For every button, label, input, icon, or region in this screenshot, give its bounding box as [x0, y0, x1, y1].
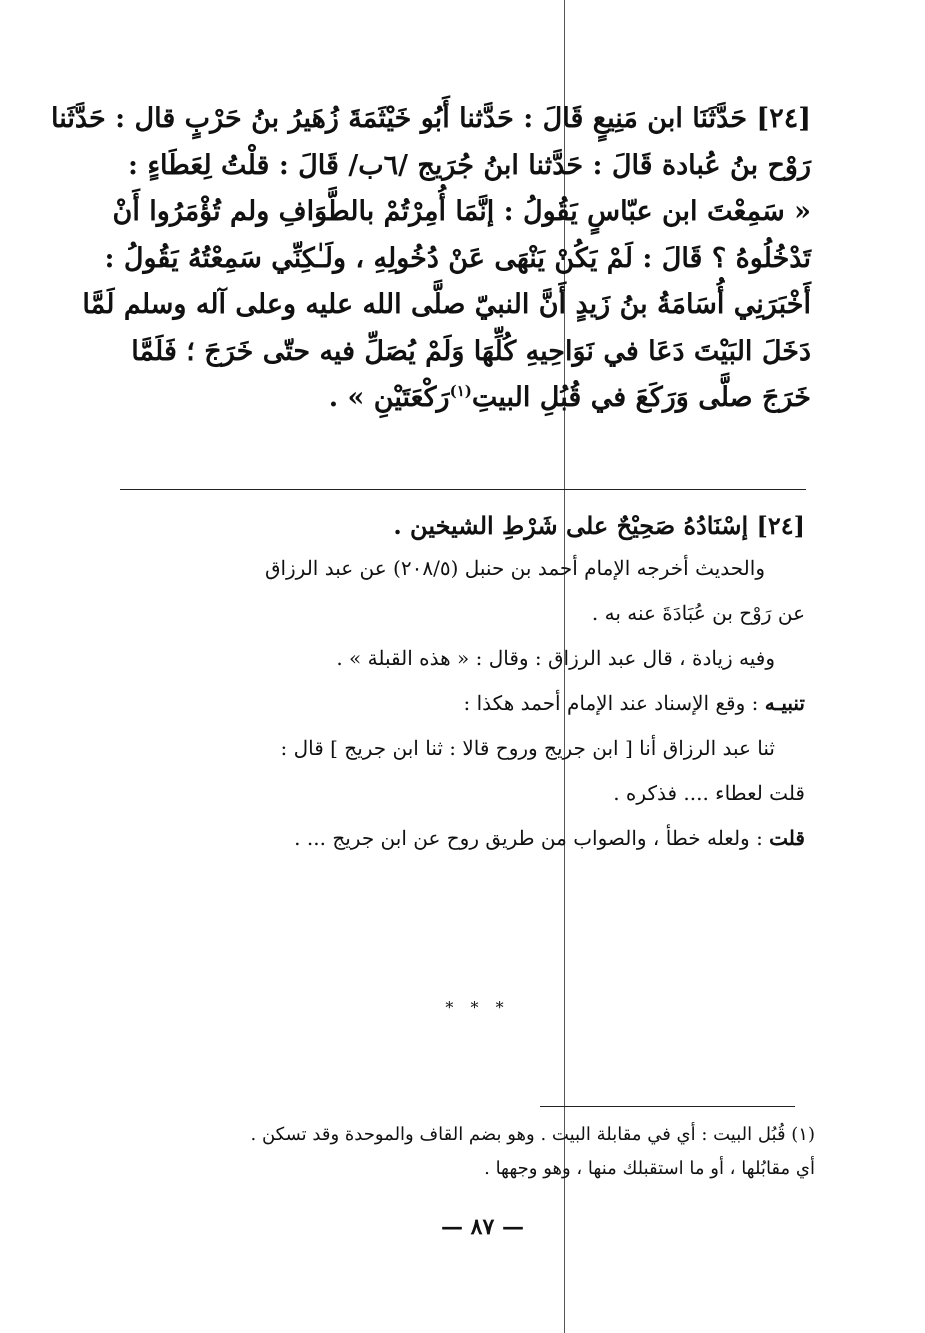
hadith-text	[51, 96, 811, 422]
footnote-divider	[540, 1106, 795, 1107]
commentary-line: عن رَوْح بن عُبَادَةَ عنه به .	[591, 601, 805, 625]
hadith-last-line-start: خَرَجَ صلَّى وَرَكَعَ في قُبُلِ البيتِ	[471, 382, 811, 413]
footnote-line: أي مقابُلها ، أو ما استقبلك منها ، وهو وجهها .	[484, 1158, 815, 1179]
footnote-reference[interactable]: (١)	[449, 382, 472, 400]
section-divider	[120, 489, 806, 490]
commentary-line: قلت لعطاء .... فذكره .	[613, 781, 805, 805]
note-text: : وقع الإسناد عند الإمام أحمد هكذا :	[463, 691, 759, 715]
hadith-line: أَخْبَرَنِي أُسَامَةُ بنُ زَيدٍ أَنَّ النبيّ صلَّى الله عليه وعلى آله وسلم لَمَّا	[82, 289, 811, 320]
hadith-line: « سَمِعْتَ ابن عبّاسٍ يَقُولُ : إنَّمَا أُمِرْتُمْ بالطَّوَافِ ولم تُؤْمَرُوا أَنْ	[112, 196, 811, 227]
page-number: — ٨٧ —	[441, 1214, 524, 1240]
section-separator-stars: * * *	[445, 998, 510, 1017]
commentary-note	[105, 681, 805, 726]
hadith-last-line	[111, 375, 811, 422]
commentary-line: وفيه زيادة ، قال عبد الرزاق : وقال : « هذه القبلة » .	[336, 646, 775, 670]
commentary-qult	[105, 816, 805, 861]
hadith-line: رَوْح بنُ عُبادة قَالَ : حَدَّثنا ابنُ جُرَيج /٦ب/ قَالَ : قلْتُ لِعَطَاءٍ :	[127, 149, 811, 181]
qult-label: قلت	[769, 826, 805, 850]
commentary-number: [٢٤]	[756, 511, 805, 540]
footnote-line: (١) قُبُل البيت : أي في مقابلة البيت . وهو بضم القاف والموحدة وقد تسكن .	[250, 1124, 815, 1145]
hadith-line-text: حَدَّثَنَا ابن مَنِيعٍ قَالَ : حَدَّثنا أَبُو خَيْثَمَةَ زُهَيرُ بنُ حَرْبٍ قال : حَدَّثَنا	[51, 103, 748, 134]
commentary-line: ثنا عبد الرزاق أنا [ ابن جريج وروح قالا : ثنا ابن جريج ] قال :	[280, 736, 775, 760]
commentary-section	[105, 506, 805, 861]
hadith-last-line-end: رَكْعَتَيْنِ » .	[328, 382, 450, 413]
note-label: تنبيـه	[764, 691, 805, 715]
qult-text: : ولعله خطأ ، والصواب من طريق روح عن ابن جريج ... .	[294, 826, 763, 850]
commentary-heading	[105, 506, 805, 546]
hadith-line: تَدْخُلُوهُ ؟ قَالَ : لَمْ يَكُنْ يَنْهَى عَنْ دُخُولِهِ ، ولَـٰكِنِّي سَمِعْتُهُ يَقُولُ :	[104, 242, 811, 274]
hadith-number: [٢٤]	[756, 103, 811, 134]
footnote	[95, 1118, 815, 1186]
commentary-heading-text: إسْنَادُهُ صَحِيْحٌ على شَرْطِ الشيخين .	[393, 511, 749, 540]
commentary-line: والحديث أخرجه الإمام أحمد بن حنبل (٢٠٨/٥) عن عبد الرزاق	[264, 556, 765, 580]
hadith-line: دَخَلَ البَيْتَ دَعَا في نَوَاحِيهِ كُلِّهَا وَلَمْ يُصَلِّ فيه حتّى خَرَجَ ؛ فَلَمَّا	[131, 335, 811, 367]
hadith-line	[51, 96, 811, 143]
